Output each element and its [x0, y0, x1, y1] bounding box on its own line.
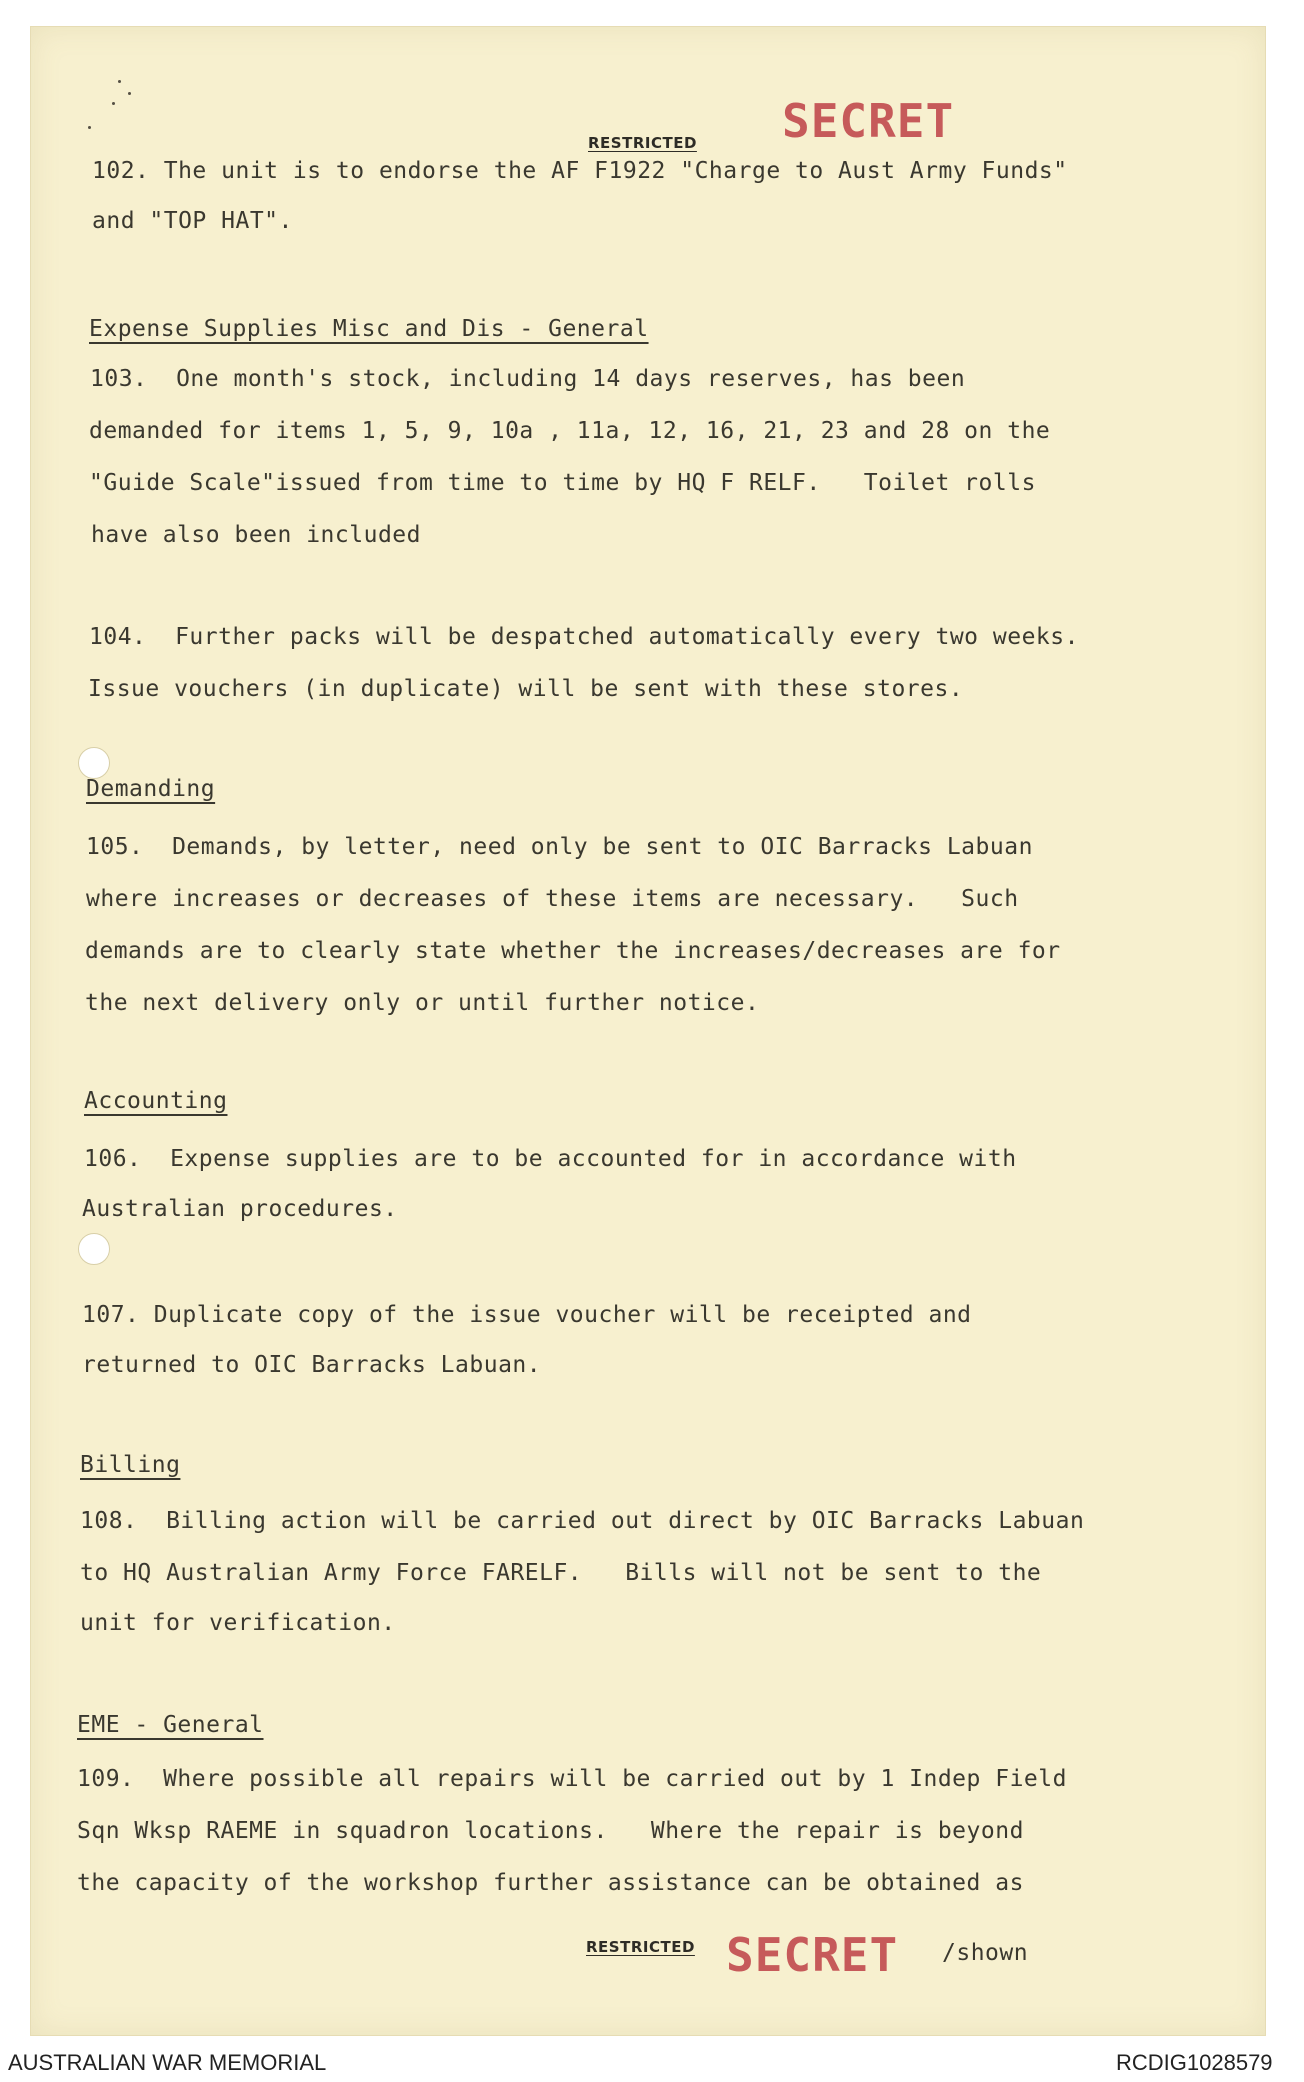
paper-speck: [128, 92, 131, 95]
classification-restricted-bottom: RESTRICTED: [586, 1938, 695, 1956]
text-line: demands are to clearly state whether the increases/decreases are for: [85, 938, 1061, 964]
text-line: 106. Expense supplies are to be accounted for in accordance with: [84, 1146, 1017, 1172]
section-heading: Demanding: [86, 776, 216, 802]
classification-secret-top: SECRET: [782, 94, 955, 148]
paper-speck: [88, 126, 91, 129]
section-heading: EME - General: [77, 1712, 264, 1738]
continued-marker: /shown: [942, 1940, 1029, 1966]
text-line: Issue vouchers (in duplicate) will be sent with these stores.: [88, 676, 964, 702]
paper-speck: [112, 102, 115, 105]
text-line: 102. The unit is to endorse the AF F1922 "Charge to Aust Army Funds": [92, 158, 1068, 184]
classification-restricted-top: RESTRICTED: [588, 134, 697, 152]
section-heading: Expense Supplies Misc and Dis - General: [89, 316, 649, 342]
text-line: 109. Where possible all repairs will be carried out by 1 Indep Field: [77, 1766, 1067, 1792]
footer-id: RCDIG1028579: [1116, 2050, 1273, 2075]
text-line: the capacity of the workshop further assistance can be obtained as: [77, 1870, 1024, 1896]
text-line: returned to OIC Barracks Labuan.: [82, 1352, 542, 1378]
section-heading: Accounting: [84, 1088, 228, 1114]
text-line: 105. Demands, by letter, need only be sent to OIC Barracks Labuan: [86, 834, 1033, 860]
text-line: 107. Duplicate copy of the issue voucher will be receipted and: [82, 1302, 972, 1328]
text-line: unit for verification.: [80, 1610, 396, 1636]
punch-hole-top: [78, 747, 110, 779]
text-line: have also been included: [91, 522, 421, 548]
text-line: 108. Billing action will be carried out direct by OIC Barracks Labuan: [80, 1508, 1085, 1534]
text-line: "Guide Scale"issued from time to time by HQ F RELF. Toilet rolls: [89, 470, 1036, 496]
section-heading: Billing: [80, 1452, 181, 1478]
text-line: Australian procedures.: [82, 1196, 398, 1222]
text-line: Sqn Wksp RAEME in squadron locations. Where the repair is beyond: [77, 1818, 1024, 1844]
paper-speck: [118, 80, 121, 83]
classification-secret-bottom: SECRET: [726, 1928, 899, 1982]
text-line: the next delivery only or until further notice.: [85, 990, 760, 1016]
footer-source: AUSTRALIAN WAR MEMORIAL: [8, 2050, 327, 2075]
text-line: to HQ Australian Army Force FARELF. Bills will not be sent to the: [80, 1560, 1042, 1586]
text-line: demanded for items 1, 5, 9, 10a , 11a, 12, 16, 21, 23 and 28 on the: [89, 418, 1051, 444]
text-line: 104. Further packs will be despatched automatically every two weeks.: [89, 624, 1079, 650]
text-line: 103. One month's stock, including 14 days reserves, has been: [90, 366, 966, 392]
text-line: where increases or decreases of these items are necessary. Such: [86, 886, 1019, 912]
text-line: and "TOP HAT".: [92, 208, 293, 234]
punch-hole-bottom: [78, 1233, 110, 1265]
